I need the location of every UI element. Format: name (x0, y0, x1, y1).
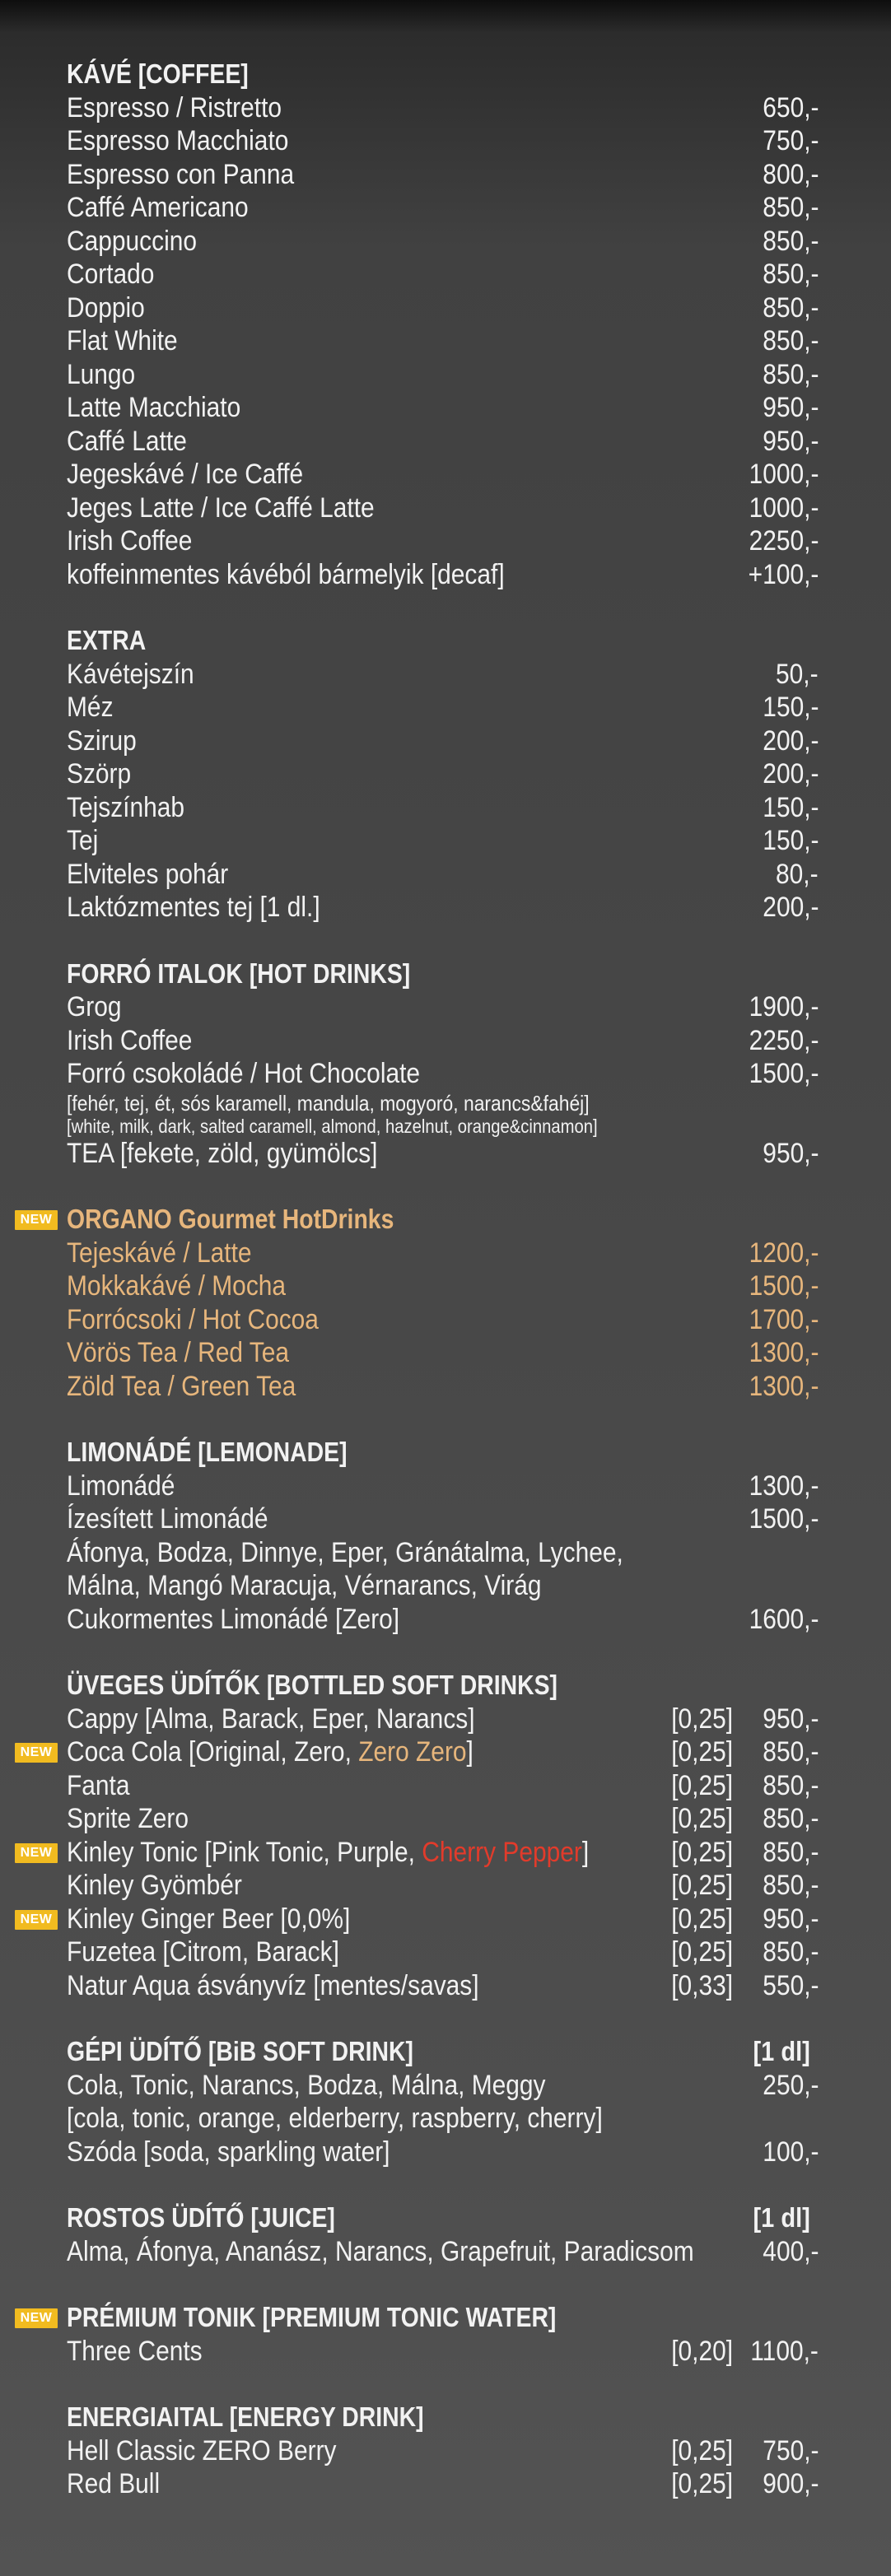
item-name (67, 225, 197, 259)
menu-item (0, 791, 891, 825)
item-name (67, 1703, 475, 1736)
item-name (67, 1137, 377, 1171)
item-price: 1200,- (749, 1237, 819, 1269)
item-name (67, 824, 98, 858)
item-name (67, 691, 114, 724)
item-name-text: Méz (67, 692, 114, 723)
menu-item (0, 391, 891, 425)
menu-section-lemonade (0, 1436, 891, 1636)
item-price: 850,- (762, 1769, 819, 1801)
menu-section-bib (0, 2035, 891, 2168)
item-price: 850,- (762, 291, 819, 324)
item-name-text: Fuzetea [Citrom, Barack] (67, 1936, 339, 1968)
menu-item (0, 458, 891, 491)
item-name (67, 1303, 319, 1337)
menu-item (0, 524, 891, 558)
item-name (67, 191, 249, 225)
section-header (0, 2201, 891, 2235)
item-price: 850,- (762, 259, 819, 290)
section-title: ENERGIAITAL [ENERGY DRINK] (67, 2401, 424, 2432)
item-size: [0,33] (671, 1969, 733, 2001)
menu-item (0, 1836, 891, 1870)
item-name-text: Jeges Latte / Ice Caffé Latte (67, 491, 375, 524)
item-name-text: Latte Macchiato (67, 392, 241, 423)
section-title: ORGANO Gourmet HotDrinks (67, 1204, 394, 1234)
item-name-text: Vörös Tea / Red Tea (67, 1337, 290, 1368)
item-price: 2250,- (749, 1024, 819, 1056)
item-name (67, 425, 187, 459)
item-name (67, 258, 154, 291)
menu-item (0, 2335, 891, 2369)
item-name-text: koffeinmentes kávéból bármelyik [decaf] (67, 558, 505, 590)
item-price: 200,- (762, 724, 819, 757)
item-name-text: Natur Aqua ásványvíz [mentes/savas] (67, 1969, 479, 2001)
section-header (0, 2401, 891, 2434)
menu-item (0, 1024, 891, 1058)
new-badge: NEW (15, 1743, 58, 1763)
menu-section-tonic (0, 2301, 891, 2368)
item-name (67, 1237, 252, 1270)
item-price: 750,- (762, 2434, 819, 2467)
item-size: [0,25] (671, 1836, 733, 1868)
item-name (67, 2335, 203, 2369)
menu-item (0, 1370, 891, 1404)
section-unit: [1 dl] (753, 2036, 810, 2066)
item-size: [0,25] (671, 2468, 733, 2499)
section-title: KÁVÉ [COFFEE] (67, 58, 249, 89)
item-price: 650,- (762, 91, 819, 123)
menu-item (0, 1336, 891, 1370)
item-price: 850,- (762, 225, 819, 257)
item-name (67, 1802, 189, 1836)
menu-item (0, 824, 891, 858)
menu-item (0, 425, 891, 459)
item-name (67, 324, 178, 358)
item-name (67, 558, 505, 592)
menu-item (0, 1237, 891, 1270)
item-price: 950,- (762, 1703, 819, 1735)
item-name (67, 1569, 542, 1603)
menu-item (0, 1303, 891, 1337)
item-name-text: Kávétejszín (67, 658, 194, 690)
item-name-text: Ízesített Limonádé (67, 1503, 268, 1535)
menu-item (0, 2467, 891, 2501)
item-name (67, 1091, 590, 1116)
item-name-text: Tej (67, 825, 99, 856)
item-name-text: Jegeskávé / Ice Caffé (67, 459, 304, 490)
item-name-text: Forró csokoládé / Hot Chocolate (67, 1058, 421, 1089)
item-name (67, 724, 137, 758)
item-price: 1500,- (749, 1058, 819, 1089)
item-name (67, 1769, 130, 1803)
item-name-text: Cortado (67, 259, 155, 290)
item-name-text: Forrócsoki / Hot Cocoa (67, 1303, 319, 1335)
item-size: [0,25] (671, 1903, 733, 1935)
menu-item (0, 1869, 891, 1903)
item-price: 850,- (762, 325, 819, 356)
item-price: 950,- (762, 1137, 819, 1169)
item-name-text: [fehér, tej, ét, sós karamell, mandula, mogyoró, narancs&fahéj] (67, 1090, 590, 1116)
item-name (67, 1336, 289, 1370)
item-price: 50,- (776, 658, 819, 690)
item-name (67, 1024, 192, 1058)
menu-item (0, 658, 891, 692)
menu-item (0, 558, 891, 592)
item-highlight: Zero Zero (358, 1736, 467, 1768)
item-price: +100,- (748, 558, 819, 590)
item-name-text: Sprite Zero (67, 1803, 189, 1834)
item-price: 950,- (762, 425, 819, 457)
item-price: 150,- (762, 791, 819, 823)
item-price: 1300,- (749, 1370, 819, 1402)
item-name-text: Espresso / Ristretto (67, 91, 282, 123)
menu-item (0, 124, 891, 158)
item-name (67, 1269, 286, 1303)
item-name (67, 1536, 623, 1570)
item-price: 850,- (762, 1936, 819, 1968)
menu-item (0, 1935, 891, 1969)
menu-item (0, 2235, 891, 2269)
item-price: 850,- (762, 358, 819, 390)
item-name (67, 858, 228, 892)
item-price: 950,- (762, 392, 819, 423)
item-name (67, 1603, 399, 1637)
item-price: 2250,- (749, 525, 819, 557)
item-price: 100,- (762, 2136, 819, 2168)
menu-item (0, 1603, 891, 1637)
item-name (67, 524, 192, 558)
menu-item (0, 2434, 891, 2468)
item-name (67, 1735, 473, 1769)
item-name-text: Fanta (67, 1769, 130, 1801)
item-name-text: Kinley Tonic [Pink Tonic, Purple, (67, 1836, 422, 1868)
item-name (67, 1470, 175, 1503)
menu-item (0, 1116, 891, 1137)
item-name (67, 891, 320, 925)
item-price: 1300,- (749, 1470, 819, 1502)
item-name-text: Zöld Tea / Green Tea (67, 1370, 296, 1402)
menu-item (0, 225, 891, 259)
item-name-text: Mokkakávé / Mocha (67, 1270, 287, 1302)
menu-item (0, 491, 891, 525)
menu-item (0, 1137, 891, 1171)
item-price: 1100,- (750, 2335, 819, 2367)
section-title: EXTRA (67, 625, 147, 655)
item-size: [0,25] (671, 1803, 733, 1834)
menu-item (0, 1903, 891, 1936)
menu-item (0, 91, 891, 125)
item-name-text: Limonádé (67, 1470, 175, 1502)
menu-item (0, 2136, 891, 2169)
item-size: [0,25] (671, 1703, 733, 1735)
section-title: FORRÓ ITALOK [HOT DRINKS] (67, 957, 411, 989)
menu-item (0, 2102, 891, 2136)
item-name (67, 1057, 420, 1091)
item-name-text: Szirup (67, 724, 137, 757)
item-name (67, 458, 303, 491)
menu-item (0, 1091, 891, 1116)
section-header (0, 1669, 891, 1703)
new-badge: NEW (15, 1910, 58, 1930)
item-name-text: Cola, Tonic, Narancs, Bodza, Málna, Meggy (67, 2069, 546, 2101)
item-name (67, 2467, 160, 2501)
section-title: GÉPI ÜDÍTŐ [BiB SOFT DRINK] (67, 2036, 413, 2066)
item-name-text: Alma, Áfonya, Ananász, Narancs, Grapefruit, Paradicsom (67, 2235, 694, 2267)
item-price: 1000,- (749, 491, 819, 524)
item-price: 850,- (762, 1803, 819, 1834)
menu-item (0, 891, 891, 925)
menu-item (0, 2069, 891, 2103)
item-name-text: Espresso con Panna (67, 158, 295, 190)
item-name-text: Szóda [soda, sparkling water] (67, 2136, 390, 2168)
item-price: 1900,- (749, 991, 819, 1022)
item-name-text: Irish Coffee (67, 525, 193, 557)
section-title: PRÉMIUM TONIK [PREMIUM TONIC WATER] (67, 2302, 557, 2332)
item-name (67, 1370, 296, 1404)
item-name (67, 658, 194, 692)
item-size: [0,25] (671, 1736, 733, 1768)
item-name-text: [white, milk, dark, salted caramell, almond, hazelnut, orange&cinnamon] (67, 1115, 598, 1137)
item-name (67, 757, 131, 791)
item-size: [0,20] (671, 2335, 733, 2367)
section-title: LIMONÁDÉ [LEMONADE] (67, 1437, 348, 1467)
menu-item (0, 724, 891, 758)
item-size: [0,25] (671, 1936, 733, 1968)
section-unit: [1 dl] (753, 2202, 810, 2233)
item-name (67, 124, 288, 158)
item-name (67, 2235, 694, 2269)
item-price: 80,- (776, 858, 819, 890)
item-name-text: Three Cents (67, 2335, 203, 2367)
item-price: 850,- (762, 1736, 819, 1768)
item-price: 850,- (762, 1870, 819, 1901)
item-size: [0,25] (671, 1769, 733, 1801)
item-size: [0,25] (671, 1870, 733, 1901)
item-name-text: TEA [fekete, zöld, gyümölcs] (67, 1137, 378, 1169)
item-highlight: Cherry Pepper (422, 1836, 582, 1868)
item-name (67, 2102, 603, 2136)
drink-menu (0, 58, 891, 2534)
item-name-text: Laktózmentes tej [1 dl.] (67, 892, 320, 923)
item-name (67, 1502, 268, 1536)
item-price: 1600,- (749, 1603, 819, 1635)
section-title: ÜVEGES ÜDÍTŐK [BOTTLED SOFT DRINKS] (67, 1670, 557, 1700)
item-price: 200,- (762, 892, 819, 923)
item-name-text: Coca Cola [Original, Zero, (67, 1736, 359, 1768)
item-name (67, 1116, 598, 1137)
item-name-text: [cola, tonic, orange, elderberry, raspberry, cherry] (67, 2103, 603, 2134)
section-header (0, 624, 891, 658)
item-name-text: Cappy [Alma, Barack, Eper, Narancs] (67, 1703, 475, 1735)
item-name-suffix: ] (581, 1836, 590, 1868)
item-name (67, 1903, 350, 1936)
item-name (67, 91, 282, 125)
item-name-suffix: ] (466, 1736, 473, 1768)
item-name (67, 1935, 339, 1969)
item-name (67, 2069, 546, 2103)
item-name-text: Irish Coffee (67, 1024, 193, 1056)
menu-item (0, 1569, 891, 1603)
menu-section-hot-drinks (0, 957, 891, 1171)
new-badge: NEW (15, 1210, 58, 1230)
menu-section-energy (0, 2401, 891, 2501)
menu-item (0, 1735, 891, 1769)
item-name (67, 2136, 390, 2169)
item-name-text: Espresso Macchiato (67, 125, 289, 156)
item-name-text: Hell Classic ZERO Berry (67, 2434, 337, 2467)
menu-item (0, 1969, 891, 2003)
item-name-text: Szörp (67, 758, 132, 790)
menu-item (0, 191, 891, 225)
menu-section-coffee (0, 58, 891, 591)
menu-item (0, 1057, 891, 1091)
menu-item (0, 1470, 891, 1503)
item-name (67, 358, 135, 392)
item-name (67, 1869, 242, 1903)
item-name-text: Caffé Americano (67, 192, 249, 223)
section-header (0, 1203, 891, 1237)
item-price: 1700,- (749, 1303, 819, 1335)
menu-item (0, 1502, 891, 1536)
item-name-text: Flat White (67, 325, 178, 356)
item-price: 200,- (762, 758, 819, 790)
menu-item (0, 990, 891, 1024)
item-name (67, 990, 122, 1024)
item-price: 250,- (762, 2069, 819, 2101)
section-header (0, 2035, 891, 2069)
menu-item (0, 858, 891, 892)
item-price: 1000,- (749, 459, 819, 490)
section-header (0, 957, 891, 991)
item-price: 850,- (762, 1836, 819, 1868)
item-name-text: Tejszínhab (67, 791, 185, 823)
item-price: 750,- (762, 125, 819, 156)
new-badge: NEW (15, 1843, 58, 1863)
item-name-text: Grog (67, 991, 122, 1022)
item-name-text: Lungo (67, 358, 136, 390)
menu-section-extra (0, 624, 891, 925)
item-name-text: Kinley Gyömbér (67, 1870, 242, 1901)
item-price: 950,- (762, 1903, 819, 1935)
item-price: 400,- (762, 2235, 819, 2267)
menu-section-organo (0, 1203, 891, 1403)
menu-item (0, 324, 891, 358)
item-price: 1500,- (749, 1503, 819, 1535)
item-size: [0,25] (671, 2434, 733, 2467)
item-name (67, 491, 375, 525)
menu-item (0, 291, 891, 325)
item-name (67, 1969, 479, 2003)
menu-item (0, 1769, 891, 1803)
item-price: 150,- (762, 692, 819, 723)
menu-item (0, 1536, 891, 1570)
menu-section-bottled (0, 1669, 891, 2002)
menu-item (0, 1802, 891, 1836)
item-price: 1300,- (749, 1337, 819, 1368)
item-name (67, 291, 145, 325)
section-title: ROSTOS ÜDÍTŐ [JUICE] (67, 2202, 335, 2233)
menu-item (0, 1703, 891, 1736)
item-name-text: Cukormentes Limonádé [Zero] (67, 1603, 400, 1635)
item-name-text: Kinley Ginger Beer [0,0%] (67, 1903, 351, 1935)
section-header (0, 2301, 891, 2335)
item-price: 550,- (762, 1969, 819, 2001)
item-name-text: Málna, Mangó Maracuja, Vérnarancs, Virág (67, 1570, 542, 1601)
menu-item (0, 258, 891, 291)
item-name (67, 158, 294, 192)
menu-item (0, 757, 891, 791)
menu-item (0, 158, 891, 192)
item-name (67, 1836, 589, 1870)
item-name-text: Caffé Latte (67, 425, 187, 457)
item-name-text: Elviteles pohár (67, 858, 229, 890)
section-header (0, 58, 891, 91)
item-name-text: Red Bull (67, 2468, 161, 2499)
item-price: 1500,- (749, 1270, 819, 1302)
item-price: 900,- (762, 2468, 819, 2499)
menu-item (0, 1269, 891, 1303)
item-price: 800,- (762, 158, 819, 190)
item-name-text: Tejeskávé / Latte (67, 1237, 252, 1269)
item-name (67, 391, 240, 425)
section-header (0, 1436, 891, 1470)
item-name-text: Doppio (67, 291, 145, 324)
menu-section-juice (0, 2201, 891, 2268)
menu-item (0, 358, 891, 392)
menu-item (0, 691, 891, 724)
item-name (67, 791, 184, 825)
item-name-text: Áfonya, Bodza, Dinnye, Eper, Gránátalma, Lychee, (67, 1536, 623, 1568)
new-badge: NEW (15, 2308, 58, 2328)
item-price: 150,- (762, 825, 819, 856)
item-name-text: Cappuccino (67, 225, 198, 257)
item-name (67, 2434, 337, 2468)
item-price: 850,- (762, 192, 819, 223)
